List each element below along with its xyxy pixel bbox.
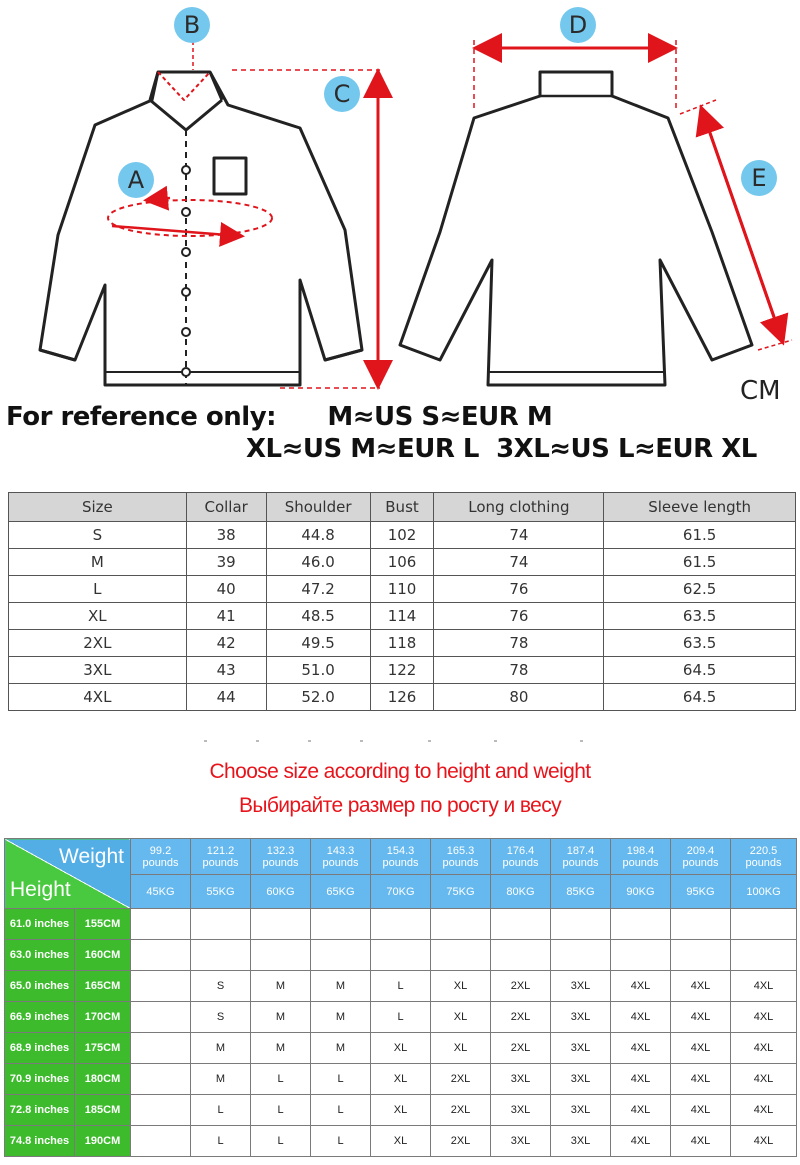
cell-long-clothing: 76	[434, 603, 604, 630]
recommended-size-cell: 4XL	[731, 1002, 797, 1033]
cell-sleeve-length: 61.5	[604, 522, 796, 549]
cell-sleeve-length: 63.5	[604, 603, 796, 630]
recommended-size-cell: L	[371, 971, 431, 1002]
unit-label: CM	[740, 376, 781, 406]
cell-bust: 106	[370, 549, 434, 576]
reference-line-1: For reference only: M≈US S≈EUR M	[6, 402, 553, 432]
recommended-size-cell	[131, 1095, 191, 1126]
cell-sleeve-length: 61.5	[604, 549, 796, 576]
marker-a: A	[118, 162, 154, 198]
cell-size: 2XL	[9, 630, 187, 657]
recommended-size-cell: 4XL	[731, 1126, 797, 1157]
cell-sleeve-length: 63.5	[604, 630, 796, 657]
weight-kg-header: 45KG	[131, 875, 191, 909]
cell-shoulder: 48.5	[266, 603, 370, 630]
recommended-size-cell	[371, 909, 431, 940]
recommended-size-cell: 2XL	[491, 971, 551, 1002]
weight-pounds-value: 187.4	[566, 844, 595, 857]
recommended-size-cell: 4XL	[671, 1002, 731, 1033]
recommended-size-cell: 4XL	[731, 1095, 797, 1126]
height-cm-label: 185CM	[75, 1095, 131, 1126]
recommended-size-cell	[131, 1064, 191, 1095]
height-row	[5, 1033, 797, 1064]
cell-shoulder: 44.8	[266, 522, 370, 549]
weight-pounds-header	[731, 839, 797, 875]
height-inches-label: 68.9 inches	[5, 1033, 75, 1064]
height-weight-table	[4, 838, 797, 1157]
header-size: Size	[9, 493, 187, 522]
height-inches-label: 74.8 inches	[5, 1126, 75, 1157]
weight-kg-header: 90KG	[611, 875, 671, 909]
recommended-size-cell: XL	[371, 1126, 431, 1157]
weight-pounds-header	[371, 839, 431, 875]
recommended-size-cell: 4XL	[671, 1033, 731, 1064]
weight-kg-header: 80KG	[491, 875, 551, 909]
weight-pounds-value: 132.3	[266, 844, 295, 857]
recommended-size-cell: 3XL	[551, 1064, 611, 1095]
height-row	[5, 1002, 797, 1033]
cell-collar: 40	[186, 576, 266, 603]
recommended-size-cell	[731, 940, 797, 971]
weight-pounds-header	[311, 839, 371, 875]
height-inches-label: 65.0 inches	[5, 971, 75, 1002]
weight-pounds-header	[551, 839, 611, 875]
weight-kg-header: 55KG	[191, 875, 251, 909]
size-table-row	[9, 630, 796, 657]
recommended-size-cell	[251, 940, 311, 971]
cell-long-clothing: 74	[434, 549, 604, 576]
weight-pounds-value: 198.4	[626, 844, 655, 857]
weight-pounds-unit: pounds	[442, 856, 479, 869]
height-cm-label: 160CM	[75, 940, 131, 971]
recommended-size-cell: L	[191, 1126, 251, 1157]
recommended-size-cell: M	[191, 1033, 251, 1064]
cell-size: M	[9, 549, 187, 576]
height-cm-label: 180CM	[75, 1064, 131, 1095]
cell-collar: 44	[186, 684, 266, 711]
recommended-size-cell	[131, 1002, 191, 1033]
weight-kg-header: 65KG	[311, 875, 371, 909]
recommended-size-cell: XL	[431, 1033, 491, 1064]
cell-sleeve-length: 62.5	[604, 576, 796, 603]
recommended-size-cell: XL	[431, 971, 491, 1002]
recommended-size-cell: 4XL	[611, 971, 671, 1002]
weight-pounds-value: 220.5	[749, 844, 778, 857]
cell-sleeve-length: 64.5	[604, 657, 796, 684]
weight-kg-header: 70KG	[371, 875, 431, 909]
cell-bust: 126	[370, 684, 434, 711]
height-row	[5, 971, 797, 1002]
height-row	[5, 909, 797, 940]
cell-shoulder: 47.2	[266, 576, 370, 603]
recommended-size-cell	[131, 971, 191, 1002]
recommended-size-cell: 3XL	[491, 1095, 551, 1126]
recommended-size-cell	[491, 940, 551, 971]
front-shirt-drawing	[40, 72, 362, 385]
recommended-size-cell: 4XL	[671, 1064, 731, 1095]
recommended-size-cell: 4XL	[611, 1033, 671, 1064]
weight-label: Weight	[59, 845, 124, 868]
height-inches-label: 61.0 inches	[5, 909, 75, 940]
choose-size-heading-en: Choose size according to height and weight	[209, 760, 591, 783]
size-table-row	[9, 657, 796, 684]
weight-pounds-unit: pounds	[382, 856, 419, 869]
recommended-size-cell: 3XL	[551, 971, 611, 1002]
size-table-header	[9, 493, 796, 522]
header-shoulder: Shoulder	[266, 493, 370, 522]
cell-size: 3XL	[9, 657, 187, 684]
cell-shoulder: 46.0	[266, 549, 370, 576]
recommended-size-cell: 2XL	[491, 1033, 551, 1064]
weight-kg-header: 75KG	[431, 875, 491, 909]
header-collar: Collar	[186, 493, 266, 522]
recommended-size-cell: 4XL	[611, 1126, 671, 1157]
cell-shoulder: 51.0	[266, 657, 370, 684]
recommended-size-cell: L	[371, 1002, 431, 1033]
header-bust: Bust	[370, 493, 434, 522]
recommended-size-cell	[371, 940, 431, 971]
header-sleeve-length: Sleeve length	[604, 493, 796, 522]
weight-pounds-value: 99.2	[149, 844, 172, 857]
height-row	[5, 1095, 797, 1126]
recommended-size-cell: L	[311, 1064, 371, 1095]
recommended-size-cell: M	[251, 1033, 311, 1064]
recommended-size-cell	[191, 940, 251, 971]
size-table	[8, 492, 796, 711]
size-table-row	[9, 603, 796, 630]
cell-collar: 39	[186, 549, 266, 576]
recommended-size-cell	[431, 909, 491, 940]
height-inches-label: 70.9 inches	[5, 1064, 75, 1095]
cell-shoulder: 52.0	[266, 684, 370, 711]
cell-collar: 38	[186, 522, 266, 549]
weight-pounds-row	[5, 839, 797, 875]
back-shirt-drawing	[400, 72, 752, 385]
choose-size-heading-ru: Выбирайте размер по росту и весу	[238, 794, 562, 817]
weight-pounds-unit: pounds	[322, 856, 359, 869]
recommended-size-cell: L	[251, 1126, 311, 1157]
recommended-size-cell: 2XL	[431, 1126, 491, 1157]
recommended-size-cell	[311, 909, 371, 940]
size-table-row	[9, 684, 796, 711]
recommended-size-cell: M	[251, 971, 311, 1002]
recommended-size-cell: 2XL	[431, 1095, 491, 1126]
recommended-size-cell: M	[311, 971, 371, 1002]
height-label: Height	[10, 878, 71, 901]
weight-kg-header: 85KG	[551, 875, 611, 909]
weight-pounds-value: 209.4	[686, 844, 715, 857]
weight-pounds-value: 143.3	[326, 844, 355, 857]
cell-size: L	[9, 576, 187, 603]
cell-size: 4XL	[9, 684, 187, 711]
recommended-size-cell: 4XL	[611, 1095, 671, 1126]
recommended-size-cell: 3XL	[491, 1064, 551, 1095]
size-table-row	[9, 522, 796, 549]
weight-height-corner	[5, 839, 131, 909]
weight-kg-header: 60KG	[251, 875, 311, 909]
recommended-size-cell	[731, 909, 797, 940]
cell-long-clothing: 78	[434, 630, 604, 657]
recommended-size-cell: XL	[371, 1064, 431, 1095]
recommended-size-cell: 2XL	[491, 1002, 551, 1033]
recommended-size-cell	[311, 940, 371, 971]
recommended-size-cell: L	[311, 1126, 371, 1157]
weight-pounds-header	[191, 839, 251, 875]
weight-pounds-unit: pounds	[562, 856, 599, 869]
recommended-size-cell: 3XL	[551, 1002, 611, 1033]
size-table-row	[9, 576, 796, 603]
cell-long-clothing: 76	[434, 576, 604, 603]
cell-long-clothing: 78	[434, 657, 604, 684]
recommended-size-cell: XL	[371, 1095, 431, 1126]
height-cm-label: 165CM	[75, 971, 131, 1002]
recommended-size-cell	[131, 1033, 191, 1064]
weight-pounds-unit: pounds	[622, 856, 659, 869]
cell-shoulder: 49.5	[266, 630, 370, 657]
recommended-size-cell	[491, 909, 551, 940]
divider-dots	[0, 740, 800, 744]
cell-bust: 114	[370, 603, 434, 630]
weight-pounds-value: 165.3	[446, 844, 475, 857]
weight-pounds-unit: pounds	[202, 856, 239, 869]
recommended-size-cell: XL	[431, 1002, 491, 1033]
cell-bust: 122	[370, 657, 434, 684]
recommended-size-cell: S	[191, 1002, 251, 1033]
height-weight-chart	[4, 838, 796, 1162]
cell-bust: 102	[370, 522, 434, 549]
height-cm-label: 175CM	[75, 1033, 131, 1064]
recommended-size-cell: S	[191, 971, 251, 1002]
recommended-size-cell: 4XL	[611, 1064, 671, 1095]
height-row	[5, 940, 797, 971]
size-table-row	[9, 549, 796, 576]
weight-pounds-header	[491, 839, 551, 875]
weight-pounds-header	[671, 839, 731, 875]
recommended-size-cell	[551, 940, 611, 971]
cell-collar: 42	[186, 630, 266, 657]
cell-collar: 41	[186, 603, 266, 630]
weight-pounds-value: 176.4	[506, 844, 535, 857]
weight-pounds-unit: pounds	[142, 856, 179, 869]
height-inches-label: 72.8 inches	[5, 1095, 75, 1126]
recommended-size-cell: 4XL	[731, 1064, 797, 1095]
cell-size: S	[9, 522, 187, 549]
recommended-size-cell: M	[311, 1033, 371, 1064]
recommended-size-cell	[131, 909, 191, 940]
recommended-size-cell	[671, 909, 731, 940]
recommended-size-cell: L	[251, 1064, 311, 1095]
recommended-size-cell	[131, 940, 191, 971]
recommended-size-cell: M	[251, 1002, 311, 1033]
recommended-size-cell: 2XL	[431, 1064, 491, 1095]
reference-line-2: XL≈US M≈EUR L 3XL≈US L≈EUR XL	[246, 434, 757, 464]
recommended-size-cell	[551, 909, 611, 940]
cell-long-clothing: 74	[434, 522, 604, 549]
recommended-size-cell: L	[251, 1095, 311, 1126]
recommended-size-cell	[611, 940, 671, 971]
weight-pounds-unit: pounds	[682, 856, 719, 869]
recommended-size-cell	[671, 940, 731, 971]
weight-kg-header: 95KG	[671, 875, 731, 909]
recommended-size-cell: 3XL	[491, 1126, 551, 1157]
weight-kg-header: 100KG	[731, 875, 797, 909]
cell-collar: 43	[186, 657, 266, 684]
recommended-size-cell: 4XL	[611, 1002, 671, 1033]
height-inches-label: 63.0 inches	[5, 940, 75, 971]
cell-sleeve-length: 64.5	[604, 684, 796, 711]
recommended-size-cell: 4XL	[671, 1126, 731, 1157]
cell-bust: 110	[370, 576, 434, 603]
recommended-size-cell	[431, 940, 491, 971]
recommended-size-cell	[251, 909, 311, 940]
marker-c: C	[324, 76, 360, 112]
weight-pounds-header	[251, 839, 311, 875]
height-cm-label: 190CM	[75, 1126, 131, 1157]
weight-pounds-header	[611, 839, 671, 875]
marker-b: B	[174, 7, 210, 43]
recommended-size-cell: M	[191, 1064, 251, 1095]
shirt-measurement-diagram	[0, 0, 800, 400]
recommended-size-cell: L	[191, 1095, 251, 1126]
weight-pounds-value: 154.3	[386, 844, 415, 857]
recommended-size-cell: XL	[371, 1033, 431, 1064]
height-cm-label: 155CM	[75, 909, 131, 940]
height-row	[5, 1126, 797, 1157]
weight-pounds-unit: pounds	[262, 856, 299, 869]
marker-d: D	[560, 7, 596, 43]
recommended-size-cell	[131, 1126, 191, 1157]
height-inches-label: 66.9 inches	[5, 1002, 75, 1033]
recommended-size-cell: M	[311, 1002, 371, 1033]
weight-pounds-header	[431, 839, 491, 875]
height-row	[5, 1064, 797, 1095]
recommended-size-cell: 3XL	[551, 1095, 611, 1126]
recommended-size-cell	[191, 909, 251, 940]
marker-e: E	[741, 160, 777, 196]
cell-size: XL	[9, 603, 187, 630]
recommended-size-cell	[611, 909, 671, 940]
recommended-size-cell: L	[311, 1095, 371, 1126]
weight-pounds-unit: pounds	[502, 856, 539, 869]
recommended-size-cell: 3XL	[551, 1033, 611, 1064]
recommended-size-cell: 4XL	[671, 1095, 731, 1126]
header-long-clothing: Long clothing	[434, 493, 604, 522]
weight-pounds-value: 121.2	[206, 844, 235, 857]
recommended-size-cell: 4XL	[671, 971, 731, 1002]
recommended-size-cell: 4XL	[731, 971, 797, 1002]
weight-pounds-header	[131, 839, 191, 875]
cell-long-clothing: 80	[434, 684, 604, 711]
recommended-size-cell: 4XL	[731, 1033, 797, 1064]
recommended-size-cell: 3XL	[551, 1126, 611, 1157]
weight-pounds-unit: pounds	[745, 856, 782, 869]
height-cm-label: 170CM	[75, 1002, 131, 1033]
cell-bust: 118	[370, 630, 434, 657]
